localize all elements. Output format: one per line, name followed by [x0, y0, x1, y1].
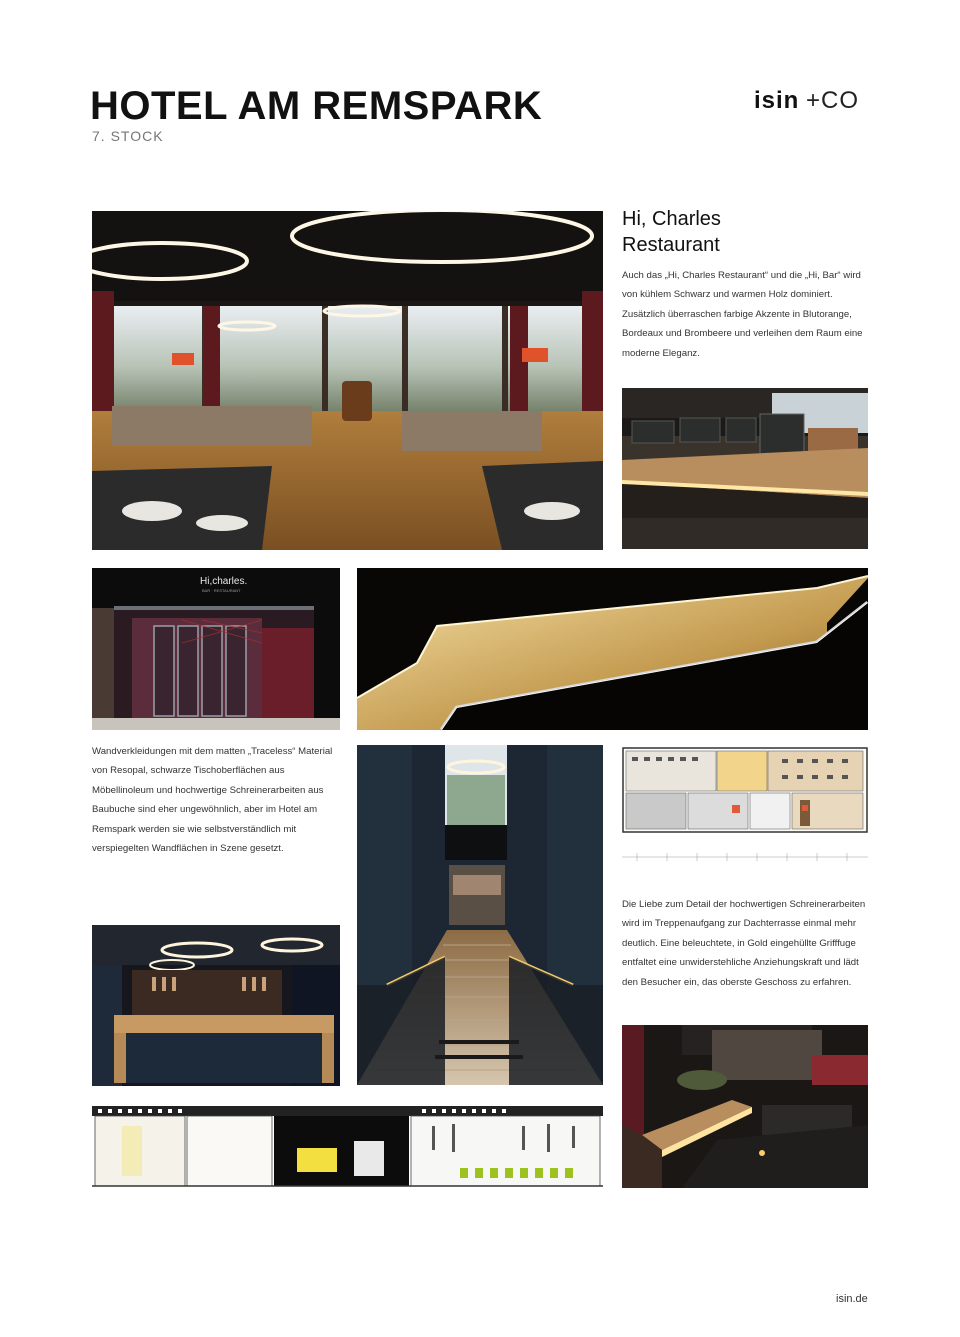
wine-cabinet-photo — [92, 568, 340, 730]
handrail-detail-photo — [357, 568, 868, 730]
wine-sign-line2: BAR · RESTAURANT — [202, 588, 241, 593]
section-heading-line1: Hi, Charles — [622, 208, 721, 230]
footer-url: isin.de — [836, 1293, 868, 1305]
elevation-drawing — [92, 1106, 603, 1188]
logo-suffix: +CO — [806, 87, 860, 114]
staircase-photo — [357, 745, 603, 1085]
page-title: HOTEL AM REMSPARK — [90, 84, 543, 128]
logo-main: isin — [754, 87, 800, 114]
restaurant-photo — [92, 211, 603, 550]
lounge-photo — [622, 1025, 868, 1188]
page-subtitle: 7. STOCK — [92, 128, 164, 144]
buffet-photo — [622, 388, 868, 549]
materials-paragraph: Wandverkleidungen mit dem matten „Traceless“ Material von Resopal, schwarze Tischoberflächen aus Möbellinoleum und hochwertige Schreinerarbeiten aus Baubuche sind eher ungewöhnlich, aber im Hotel am Remspark werden sie wie selbstverständlich mit verspiegelten Wandflächen in Szene gesetzt. — [92, 746, 333, 855]
staircase-paragraph: Die Liebe zum Detail der hochwertigen Schreinerarbeiten wird im Treppenaufgang zur Dachterrasse einmal mehr deutlich. Eine beleuchtete, in Gold eingehüllte Grifffuge entfaltet eine unwiderstehliche Anziehungskraft und lädt den Besucher ein, das oberste Geschoss zu erfahren. — [622, 899, 866, 988]
isin-co-logo — [754, 88, 859, 114]
intro-paragraph: Auch das „Hi, Charles Restaurant“ und die „Hi, Bar“ wird von kühlem Schwarz und warmen Holz dominiert. Zusätzlich überraschen farbige Akzente in Blutorange, Bordeaux und Brombeere und verleihen dem Raum eine moderne Eleganz. — [622, 270, 863, 359]
bar-photo — [92, 925, 340, 1086]
section-heading-line2: Restaurant — [622, 234, 720, 256]
wine-sign-line1: Hi,charles. — [200, 576, 248, 587]
floor-plan — [622, 745, 868, 865]
section-heading — [622, 206, 862, 258]
